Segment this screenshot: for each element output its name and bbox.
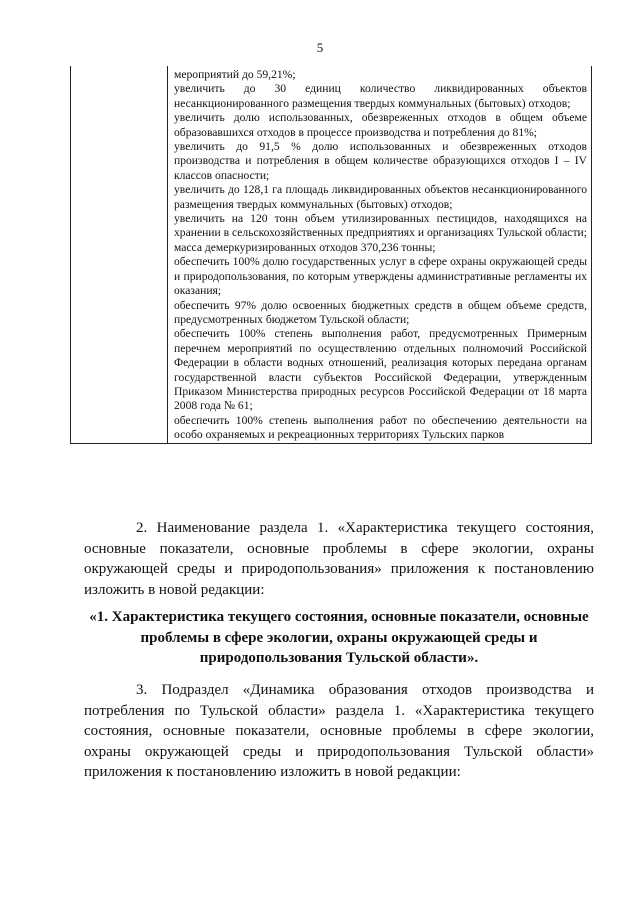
page-number: 5 <box>316 40 324 55</box>
table-cell-line: увеличить долю использованных, обезвреженных отходов в общем объеме образовавшихся отходов в процессе производства и потребления до 81%; <box>174 111 587 139</box>
table-cell-line: увеличить до 91,5 % долю использованных и обезвреженных отходов производства и потребления в общем количестве образующихся отходов I – IV классов опасности; <box>174 140 587 182</box>
table-cell-line: обеспечить 100% степень выполнения работ по обеспечению деятельности на особо охраняемых и рекреационных территориях Тульских парков <box>174 413 587 442</box>
table-cell-line: мероприятий до 59,21%; <box>174 68 296 81</box>
paragraph-2: 2. Наименование раздела 1. «Характеристика текущего состояния, основные показатели, основные проблемы в сфере экологии, охраны окружающей среды и природопользования» приложения к постановлению изложить в новой редакции: <box>84 520 594 598</box>
table-cell-line: обеспечить 100% степень выполнения работ, предусмотренных Примерным перечнем мероприятий по осуществлению отдельных полномочий Российской Федерации в области водных отношений, реализация которых передана органам государственной власти субъектов Российской Федерации, утвержденным Приказом Министерства природных ресурсов Российской Федерации от 18 марта 2008 года № 61; <box>174 327 587 413</box>
table-cell-line: увеличить на 120 тонн объем утилизированных пестицидов, находящихся на хранении в сельскохозяйственных предприятиях и организациях Тульской области; <box>174 212 587 240</box>
table-cell-line: обеспечить 97% долю освоенных бюджетных средств в общем объеме средств, предусмотренных бюджетом Тульской области; <box>174 298 587 326</box>
table-right-column <box>168 66 591 443</box>
table-left-column <box>71 66 168 443</box>
table-cell-line: масса демеркуризированных отходов 370,236 тонны; <box>174 240 436 254</box>
table-cell-line: обеспечить 100% долю государственных услуг в сфере охраны окружающей среды и природопользования, по которым утверждены административные регламенты их оказания; <box>174 255 587 298</box>
paragraph-3: 3. Подраздел «Динамика образования отходов производства и потребления по Тульской области» раздела 1. «Характеристика текущего состояния, основные показатели, основные проблемы в сфере экологии, охраны окружающей среды и природопользования Тульской области» приложения к постановлению изложить в новой редакции: <box>84 682 594 780</box>
section-title: «1. Характеристика текущего состояния, основные показатели, основные проблемы в сфере экологии, охраны окружающей среды и природопользования Тульской области». <box>89 609 589 666</box>
table-cell-line: увеличить до 128,1 га площадь ликвидированных объектов несанкционированного размещения твердых коммунальных (бытовых) отходов; <box>174 183 587 211</box>
indicators-table <box>70 66 592 444</box>
table-cell-line: увеличить до 30 единиц количество ликвидированных объектов несанкционированного размещения твердых коммунальных (бытовых) отходов; <box>174 82 587 110</box>
